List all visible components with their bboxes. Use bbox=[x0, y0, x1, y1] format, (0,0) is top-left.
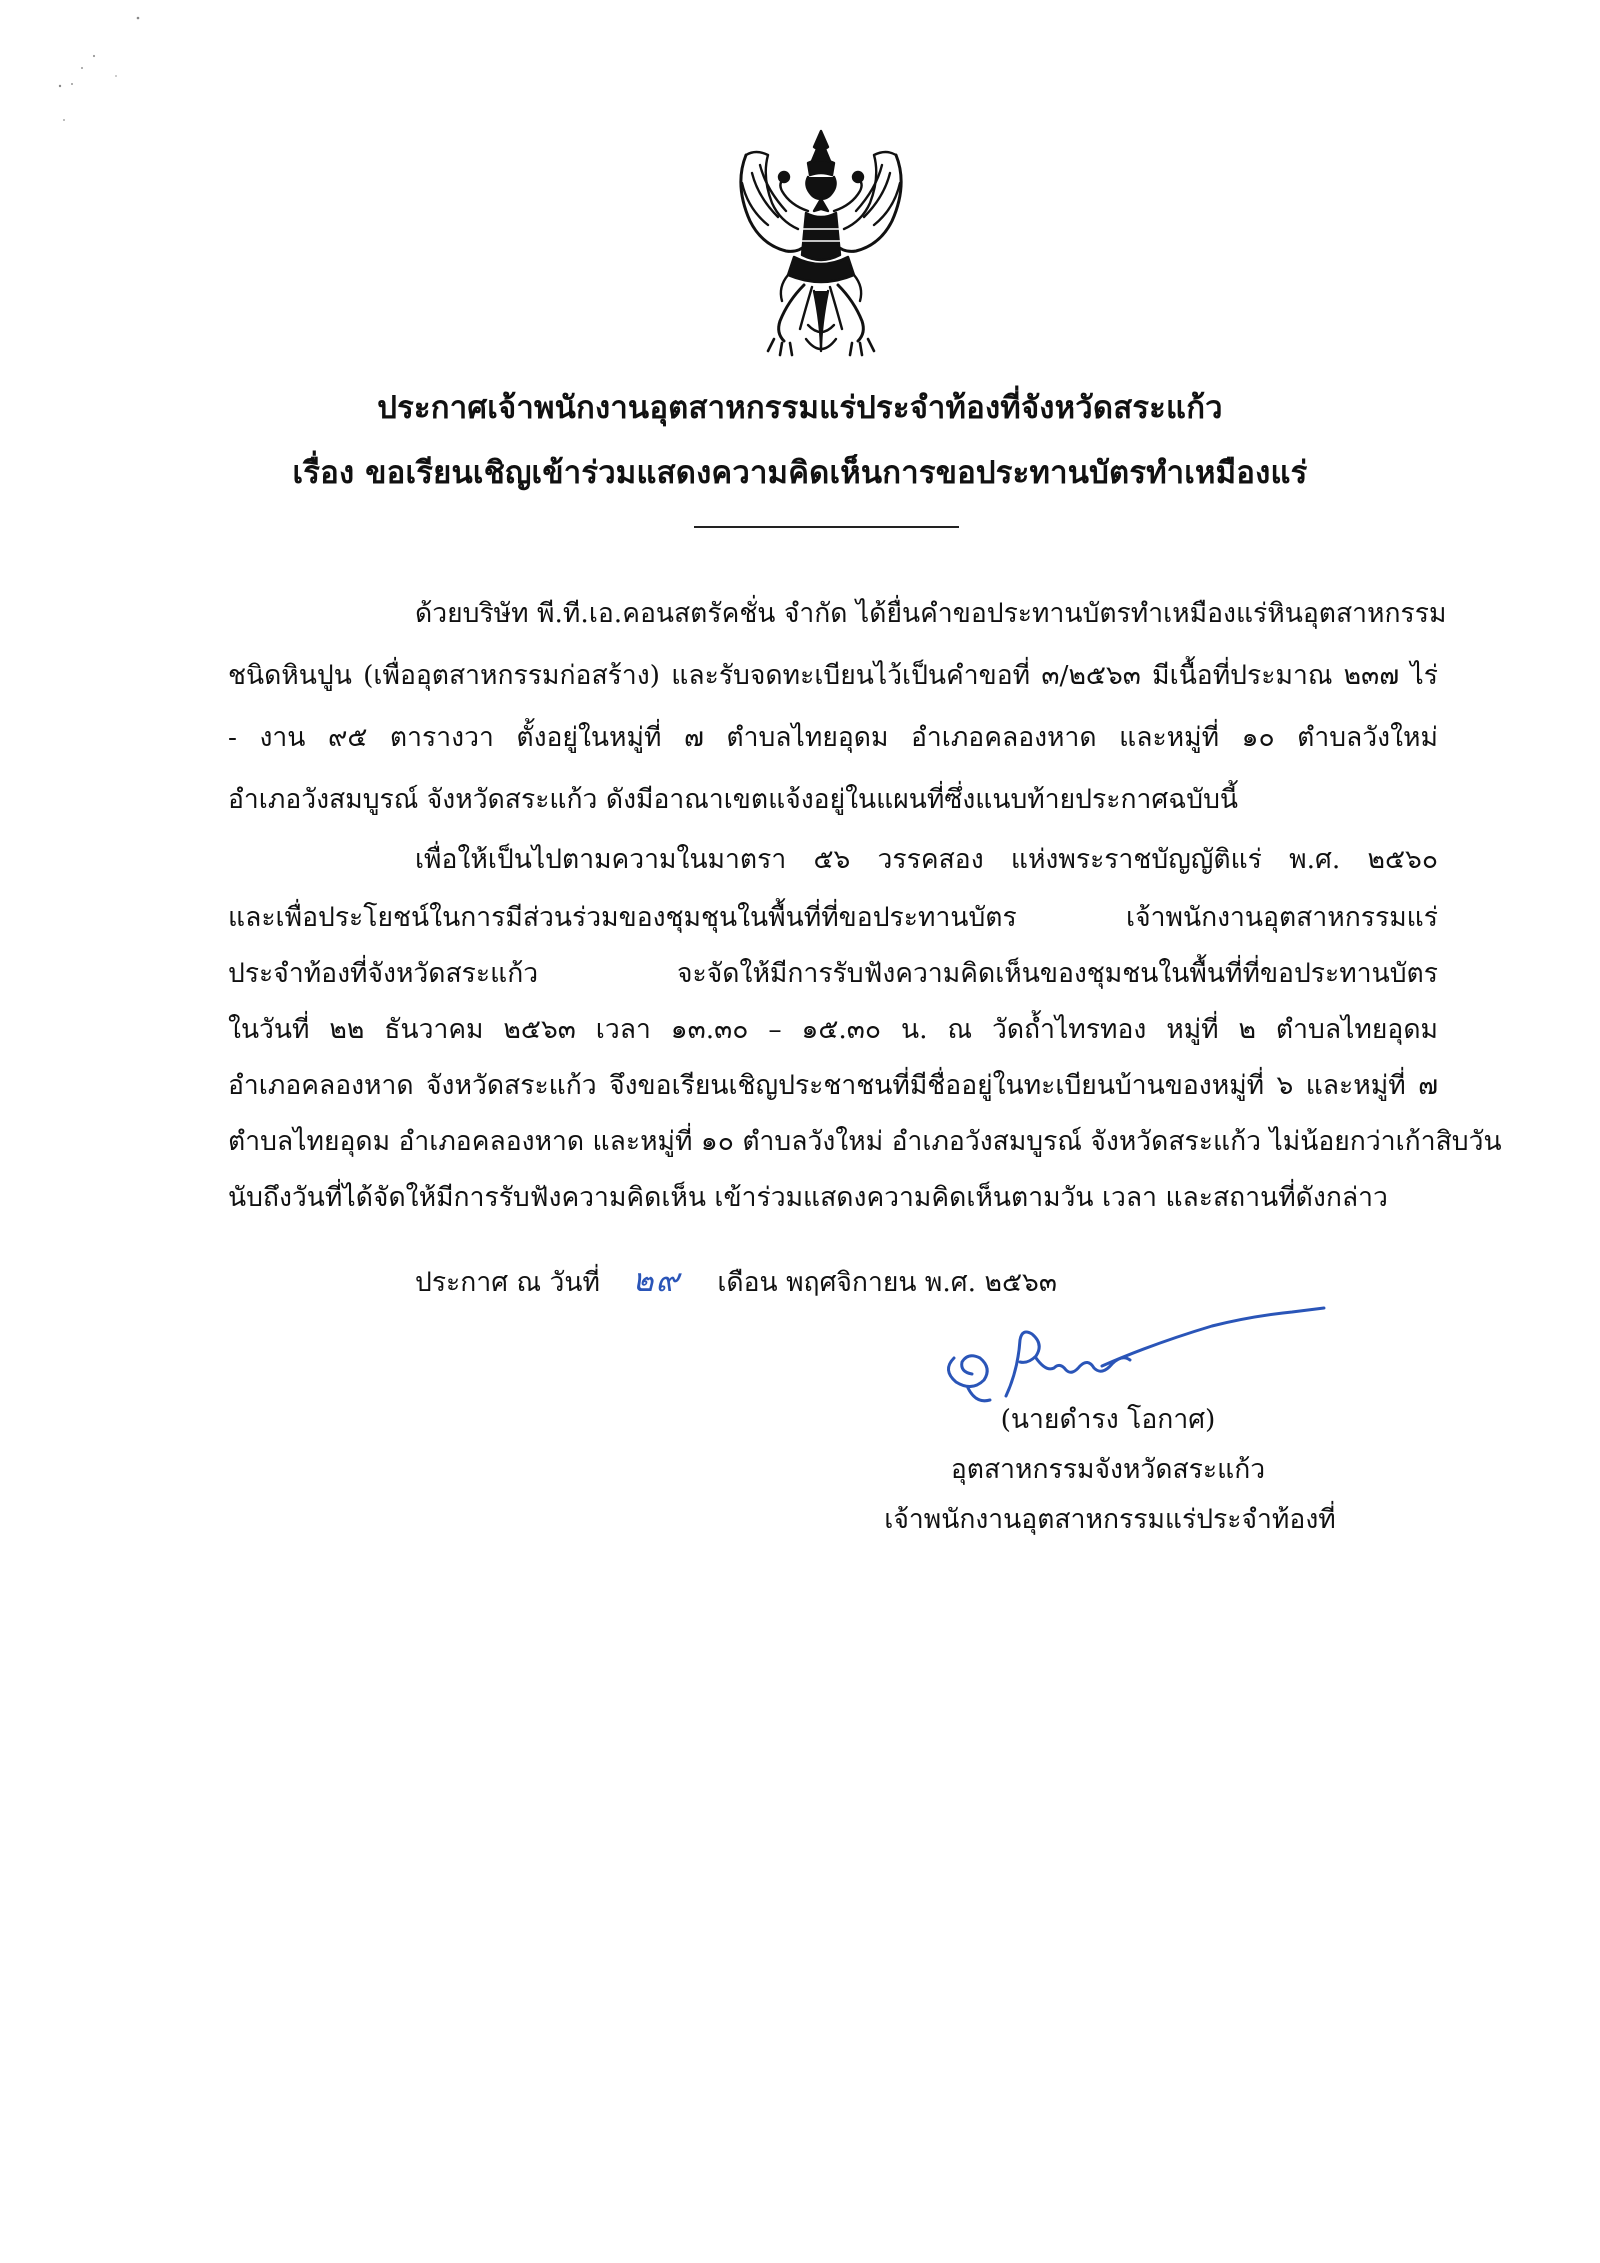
garuda-emblem-icon bbox=[728, 125, 914, 365]
date-prefix: ประกาศ ณ วันที่ bbox=[415, 1267, 600, 1298]
paragraph1-line-3: - งาน ๙๕ ตารางวา ตั้งอยู่ในหมู่ที่ ๗ ตำบลไทยอุดม อำเภอคลองหาด และหมู่ที่ ๑๐ ตำบลวังใหม่ bbox=[228, 722, 1438, 753]
announcement-subject: เรื่อง ขอเรียนเชิญเข้าร่วมแสดงความคิดเห็นการขอประทานบัตรทำเหมืองแร่ bbox=[292, 455, 1308, 491]
paragraph2-line-5: อำเภอคลองหาด จังหวัดสระแก้ว จึงขอเรียนเชิญประชาชนที่มีชื่ออยู่ในทะเบียนบ้านของหมู่ที่ ๖ และหมู่ที่ ๗ bbox=[228, 1070, 1438, 1101]
paragraph2-line-4: ในวันที่ ๒๒ ธันวาคม ๒๕๖๓ เวลา ๑๓.๓๐ – ๑๕.๓๐ น. ณ วัดถ้ำไทรทอง หมู่ที่ ๒ ตำบลไทยอุดม bbox=[228, 1014, 1438, 1045]
paragraph2-line-7: นับถึงวันที่ได้จัดให้มีการรับฟังความคิดเห็น เข้าร่วมแสดงความคิดเห็นตามวัน เวลา และสถานที่ดังกล่าว bbox=[228, 1182, 1388, 1213]
paragraph2-line-2: และเพื่อประโยชน์ในการมีส่วนร่วมของชุมชุนในพื้นที่ที่ขอประทานบัตร เจ้าพนักงานอุตสาหกรรมแร่ bbox=[228, 902, 1438, 933]
announcement-date bbox=[415, 1255, 1057, 1306]
paragraph2-line-3: ประจำท้องที่จังหวัดสระแก้ว จะจัดให้มีการรับฟังความคิดเห็นของชุมชนในพื้นที่ที่ขอประทานบัตร bbox=[228, 958, 1438, 989]
signatory-name: (นายดำรง โอกาศ) bbox=[1000, 1404, 1216, 1435]
paragraph2-line-6: ตำบลไทยอุดม อำเภอคลองหาด และหมู่ที่ ๑๐ ตำบลวังใหม่ อำเภอวังสมบูรณ์ จังหวัดสระแก้ว ไม่น้อยกว่าเก้าสิบวัน bbox=[228, 1126, 1502, 1157]
title-divider bbox=[694, 526, 959, 528]
signatory-position-1: อุตสาหกรรมจังหวัดสระแก้ว bbox=[950, 1454, 1266, 1485]
signatory-position-2: เจ้าพนักงานอุตสาหกรรมแร่ประจำท้องที่ bbox=[884, 1504, 1336, 1535]
paragraph1-line-1: ด้วยบริษัท พี.ที.เอ.คอนสตรัคชั่น จำกัด ได้ยื่นคำขอประทานบัตรทำเหมืองแร่หินอุตสาหกรรม bbox=[415, 598, 1447, 629]
date-month-year: เดือน พฤศจิกายน พ.ศ. ๒๕๖๓ bbox=[717, 1267, 1057, 1298]
paragraph2-line-1: เพื่อให้เป็นไปตามความในมาตรา ๕๖ วรรคสอง แห่งพระราชบัญญัติแร่ พ.ศ. ๒๕๖๐ bbox=[415, 844, 1438, 875]
paragraph1-line-4: อำเภอวังสมบูรณ์ จังหวัดสระแก้ว ดังมีอาณาเขตแจ้งอยู่ในแผนที่ซึ่งแนบท้ายประกาศฉบับนี้ bbox=[228, 784, 1239, 815]
date-day-handwritten: ๒๙ bbox=[632, 1261, 681, 1299]
announcement-title: ประกาศเจ้าพนักงานอุตสาหกรรมแร่ประจำท้องที่จังหวัดสระแก้ว bbox=[377, 390, 1223, 426]
scan-specks bbox=[20, 10, 150, 130]
paragraph1-line-2: ชนิดหินปูน (เพื่ออุตสาหกรรมก่อสร้าง) และรับจดทะเบียนไว้เป็นคำขอที่ ๓/๒๕๖๓ มีเนื้อที่ประมาณ ๒๓๗ ไร่ bbox=[228, 660, 1438, 691]
